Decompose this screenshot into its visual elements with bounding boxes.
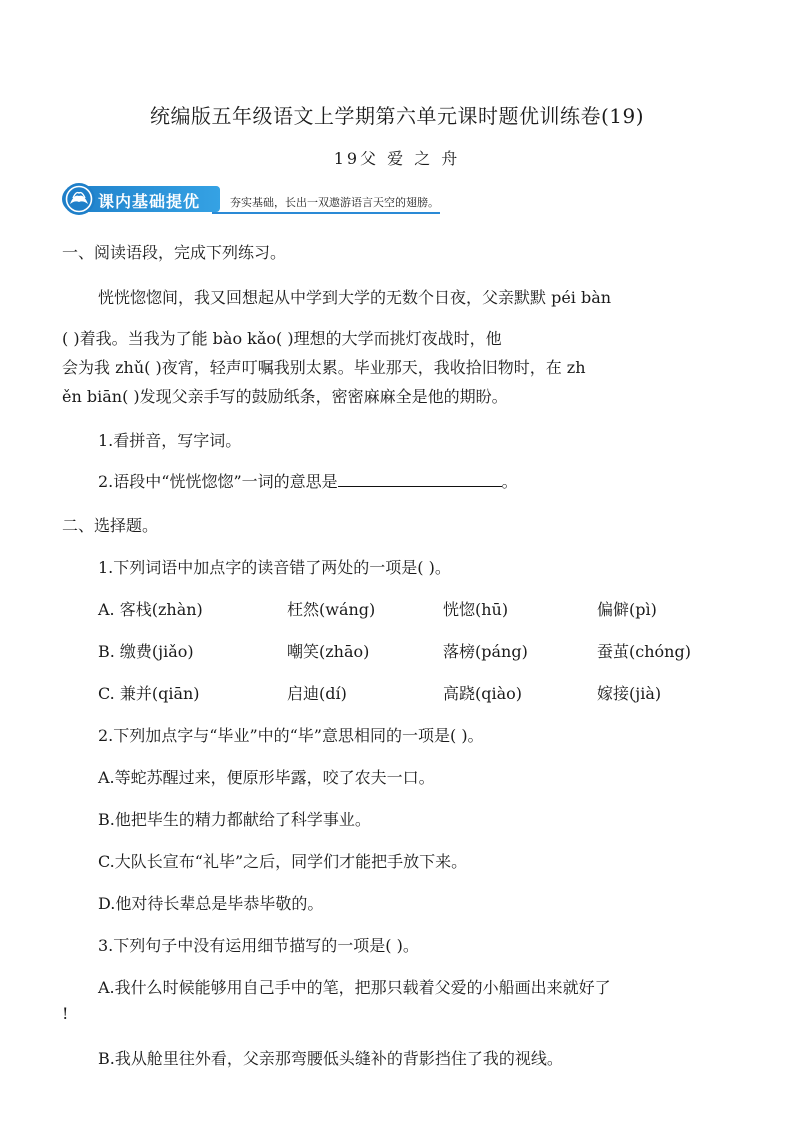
banner-label: 课内基础提优 <box>98 192 201 211</box>
option-c-col-3: 高跷(qiào) <box>443 684 523 703</box>
paragraph-line-2: ( )着我。当我为了能 bào kǎo( )理想的大学而挑灯夜战时，他 <box>62 329 502 348</box>
question-1-1: 1.看拼音，写字词。 <box>98 431 242 450</box>
answer-blank[interactable] <box>338 472 502 487</box>
question-2-2-option-c: C.大队长宣布“礼毕”之后，同学们才能把手放下来。 <box>98 852 468 871</box>
section2-heading: 二、选择题。 <box>62 516 159 535</box>
question-2-2-option-a: A.等蛇苏醒过来，便原形毕露，咬了农夫一口。 <box>98 768 435 787</box>
banner-slogan: 夯实基础，长出一双遨游语言天空的翅膀。 <box>230 196 439 209</box>
paragraph-line-4: ěn biān( )发现父亲手写的鼓励纸条，密密麻麻全是他的期盼。 <box>62 387 508 406</box>
paragraph-line-1: 恍恍惚惚间，我又回想起从中学到大学的无数个日夜，父亲默默 péi bàn <box>98 288 612 307</box>
option-b-col-2: 嘲笑(zhāo) <box>287 642 370 661</box>
section-banner <box>62 184 440 216</box>
option-a-col-1: A. 客栈(zhàn) <box>98 600 203 619</box>
option-b-col-4: 蚕茧(chóng) <box>597 642 691 661</box>
banner-underline <box>212 212 440 214</box>
option-c-col-1: C. 兼并(qiān) <box>98 684 200 703</box>
question-2-2-option-d: D.他对待长辈总是毕恭毕敬的。 <box>98 894 324 913</box>
section1-heading: 一、阅读语段，完成下列练习。 <box>62 243 287 262</box>
question-2-3-option-a: A.我什么时候能够用自己手中的笔，把那只载着父爱的小船画出来就好了 <box>98 978 611 997</box>
option-c-col-2: 启迪(dí) <box>287 684 347 703</box>
option-a-col-4: 偏僻(pì) <box>597 600 657 619</box>
question-1-2 <box>98 469 518 492</box>
question-1-2-text: 2.语段中“恍恍惚惚”一词的意思是 <box>98 472 338 491</box>
option-b-col-3: 落榜(páng) <box>443 642 528 661</box>
question-2-1-stem: 1.下列词语中加点字的读音错了两处的一项是( )。 <box>98 558 451 577</box>
page-title: 统编版五年级语文上学期第六单元课时题优训练卷(19) <box>149 104 645 128</box>
question-2-3-option-b: B.我从舱里往外看，父亲那弯腰低头缝补的背影挡住了我的视线。 <box>98 1049 563 1068</box>
option-a-col-2: 枉然(wáng) <box>287 600 376 619</box>
question-2-2-option-b: B.他把毕生的精力都献给了科学事业。 <box>98 810 371 829</box>
question-2-3-stem: 3.下列句子中没有运用细节描写的一项是( )。 <box>98 936 419 955</box>
question-2-3-option-a-wrap: ! <box>62 1004 69 1023</box>
question-2-2-stem: 2.下列加点字与“毕业”中的“毕”意思相同的一项是( )。 <box>98 726 484 745</box>
lesson-subtitle: 19父 爱 之 舟 <box>333 149 461 168</box>
option-b-col-1: B. 缴费(jiǎo) <box>98 642 194 661</box>
paragraph-line-3: 会为我 zhǔ( )夜宵，轻声叮嘱我别太累。毕业那天，我收拾旧物时，在 zh <box>62 358 586 377</box>
option-c-col-4: 嫁接(jià) <box>597 684 662 703</box>
question-1-2-end: 。 <box>501 472 518 491</box>
option-a-col-3: 恍惚(hū) <box>443 600 509 619</box>
book-logo-icon <box>62 182 96 216</box>
